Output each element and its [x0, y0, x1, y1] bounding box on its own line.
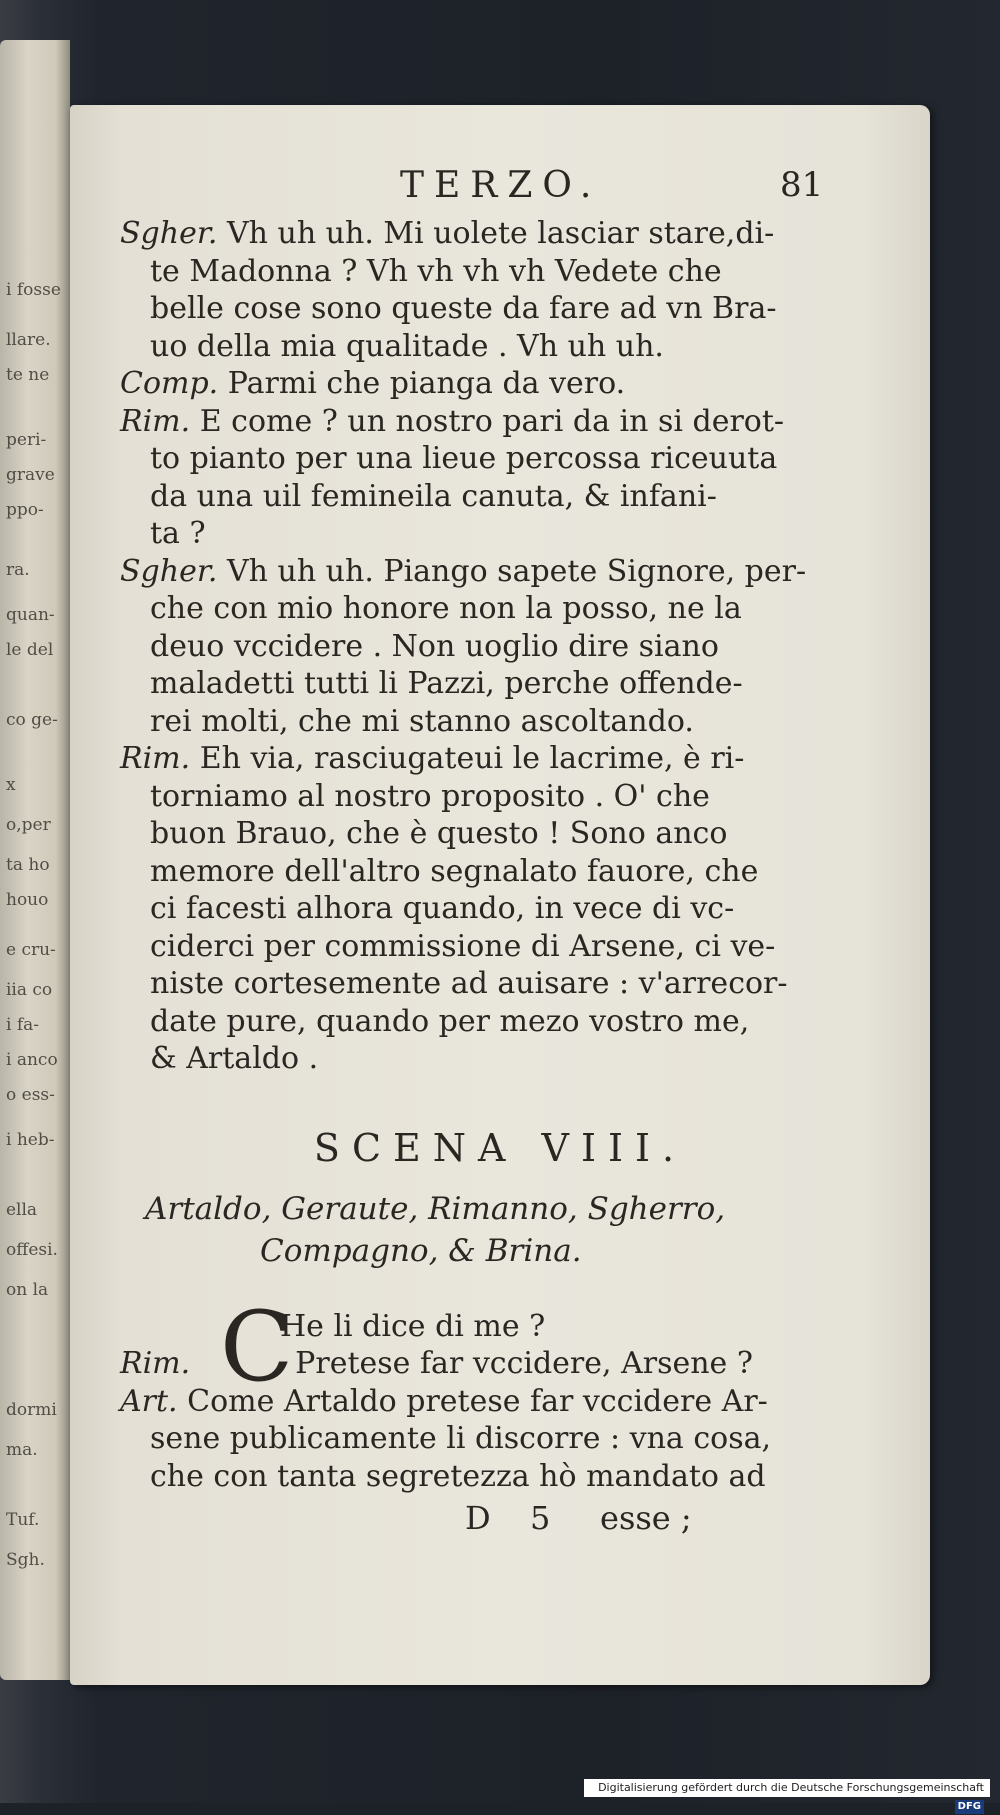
speaker-label: Rim. — [120, 1346, 191, 1381]
line-text: torniamo al nostro proposito . O' che — [150, 778, 710, 814]
margin-fragment: o ess- — [6, 1085, 55, 1105]
dialogue-block-1 — [120, 215, 880, 1078]
margin-fragment: i fosse — [6, 280, 61, 300]
margin-fragment: i anco — [6, 1050, 58, 1070]
margin-fragment: o,per — [6, 815, 51, 835]
line-text: to pianto per una lieue percossa riceuuta — [150, 441, 778, 476]
text-line — [120, 628, 880, 666]
page-number: 81 — [780, 165, 824, 205]
speaker-label: Sgher. — [120, 216, 218, 251]
drop-capital: C — [220, 1290, 294, 1403]
margin-fragment: on la — [6, 1280, 49, 1300]
margin-fragment: llare. — [6, 330, 51, 350]
line-text: Come Artaldo pretese far vccidere Ar- — [187, 1383, 768, 1419]
text-line — [120, 590, 880, 628]
text-line — [120, 328, 880, 366]
text-line — [120, 1458, 880, 1496]
line-text: deuo vccidere . Non uoglio dire siano — [150, 628, 719, 664]
text-line — [120, 890, 880, 928]
line-text: che con mio honore non la posso, ne la — [150, 591, 742, 626]
text-line — [120, 665, 880, 703]
digitization-credit — [584, 1779, 990, 1812]
dramatis-personae-line: Compagno, & Brina. — [260, 1232, 582, 1269]
margin-fragment: i heb- — [6, 1130, 55, 1150]
running-head-title: TERZO. — [400, 165, 602, 206]
line-text: memore dell'altro segnalato fauore, che — [150, 853, 759, 889]
running-head — [120, 165, 880, 215]
line-text: maladetti tutti li Pazzi, perche offende- — [150, 666, 743, 701]
line-text: uo della mia qualitade . Vh uh uh. — [150, 328, 664, 364]
margin-fragment: offesi. — [6, 1240, 58, 1260]
page-content — [120, 165, 880, 1539]
margin-fragment: ella — [6, 1200, 38, 1220]
line-text: He li dice di me ? — [280, 1308, 546, 1344]
speaker-label: Sgher. — [120, 553, 218, 589]
dramatis-personae-line: Artaldo, Geraute, Rimanno, Sgherro, — [145, 1190, 726, 1227]
margin-fragment: peri- — [6, 430, 47, 450]
catchline — [120, 1499, 880, 1539]
text-line — [120, 703, 880, 741]
line-text: Vh uh uh. Piango sapete Signore, per- — [226, 553, 807, 589]
signature-mark: D — [465, 1499, 491, 1537]
margin-fragment: quan- — [6, 605, 55, 625]
text-line — [120, 253, 880, 291]
speaker-label: Rim. — [120, 403, 191, 439]
scene-heading: SCENA VIII. — [313, 1125, 687, 1170]
speaker-label: Comp. — [120, 366, 219, 401]
text-line — [120, 478, 880, 516]
margin-fragment: dormi — [6, 1400, 57, 1420]
line-text: te Madonna ? Vh vh vh vh Vedete che — [150, 253, 722, 289]
catchword: esse ; — [600, 1499, 692, 1537]
line-text: rei molti, che mi stanno ascoltando. — [150, 703, 694, 739]
text-line — [120, 853, 880, 891]
text-line — [120, 515, 880, 553]
margin-fragment: ta ho — [6, 855, 50, 875]
line-text: ciderci per commissione di Arsene, ci ve- — [150, 928, 776, 964]
dialogue-block-2 — [120, 1290, 880, 1496]
text-line — [120, 965, 880, 1003]
credit-text: Digitalisierung gefördert durch die Deutsche Forschungsgemeinschaft — [598, 1781, 984, 1794]
margin-fragment: grave — [6, 465, 55, 485]
speaker-label: Art. — [120, 1383, 178, 1419]
text-line — [120, 553, 880, 591]
text-line — [120, 1003, 880, 1041]
line-text: Pretese far vccidere, Arsene ? — [295, 1346, 753, 1381]
line-text: che con tanta segretezza hò mandato ad — [150, 1458, 766, 1494]
signature-number: 5 — [530, 1499, 551, 1537]
text-line — [120, 1040, 880, 1078]
line-text: Vh uh uh. Mi uolete lasciar stare,di- — [226, 216, 775, 251]
line-text: & Artaldo . — [150, 1041, 319, 1076]
line-text: belle cose sono queste da fare ad vn Bra- — [150, 291, 777, 326]
book-page — [70, 105, 930, 1685]
line-text: ci facesti alhora quando, in vece di vc- — [150, 891, 735, 926]
line-text: Eh via, rasciugateui le lacrime, è ri- — [199, 741, 745, 776]
line-text: niste cortesemente ad auisare : v'arrecor- — [150, 966, 788, 1001]
text-line — [120, 290, 880, 328]
margin-fragment: ppo- — [6, 500, 44, 520]
margin-fragment: te ne — [6, 365, 50, 385]
line-text: Parmi che pianga da vero. — [227, 366, 626, 401]
previous-page-edge — [0, 40, 70, 1680]
margin-fragment: houo — [6, 890, 49, 910]
text-line — [120, 215, 880, 253]
margin-fragment: x — [6, 775, 16, 795]
text-line — [120, 740, 880, 778]
text-line — [120, 778, 880, 816]
margin-fragment: e cru- — [6, 940, 56, 960]
text-line — [120, 365, 880, 403]
speaker-label: Rim. — [120, 741, 191, 776]
margin-fragment: le del — [6, 640, 54, 660]
line-text: da una uil femineila canuta, & infani- — [150, 478, 717, 514]
margin-fragment: ra. — [6, 560, 30, 580]
margin-fragment: ma. — [6, 1440, 38, 1460]
margin-fragment: Sgh. — [6, 1550, 45, 1570]
dfg-logo: DFG — [955, 1800, 984, 1814]
text-line — [120, 403, 880, 441]
line-text: ta ? — [150, 516, 206, 551]
margin-fragment: co ge- — [6, 710, 58, 730]
line-text: sene publicamente li discorre : vna cosa, — [150, 1421, 772, 1456]
text-line — [120, 440, 880, 478]
line-text: E come ? un nostro pari da in si derot- — [199, 403, 785, 439]
text-line — [120, 815, 880, 853]
line-text: date pure, quando per mezo vostro me, — [150, 1003, 750, 1039]
margin-fragment: iia co — [6, 980, 53, 1000]
margin-fragment: Tuf. — [6, 1510, 40, 1530]
text-line — [120, 928, 880, 966]
margin-fragment: i fa- — [6, 1015, 40, 1035]
text-line — [120, 1420, 880, 1458]
line-text: buon Brauo, che è questo ! Sono anco — [150, 816, 728, 851]
